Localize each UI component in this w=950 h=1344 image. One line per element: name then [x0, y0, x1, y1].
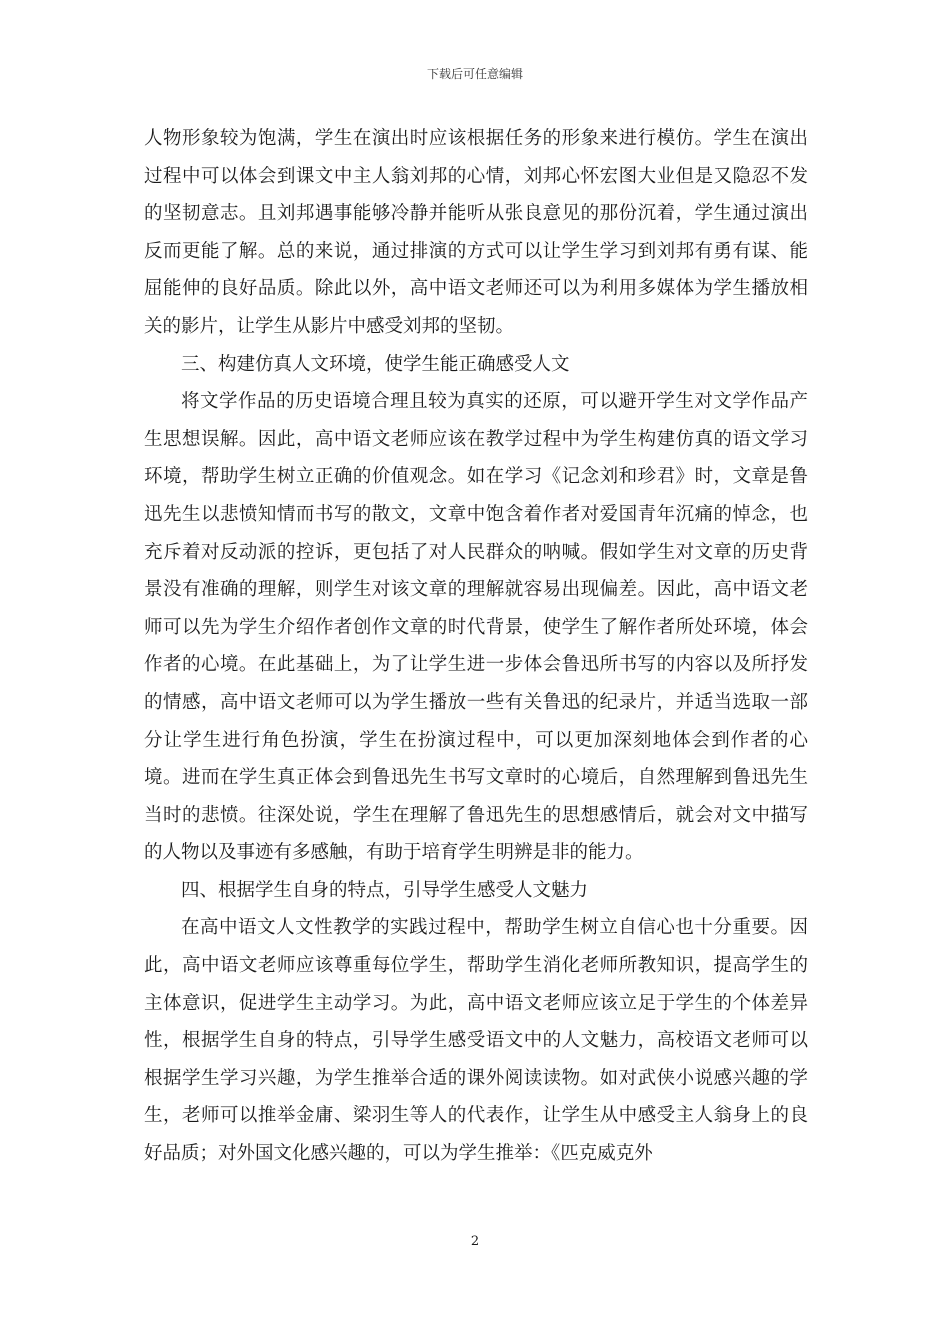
page-number: 2 [470, 1234, 480, 1249]
body-paragraph: 将文学作品的历史语境合理且较为真实的还原，可以避开学生对文学作品产生思想误解。因此，高中语文老师应该在教学过程中为学生构建仿真的语文学习环境，帮助学生树立正确的价值观念。如在学习《记念刘和珍君》时，文章是鲁迅先生以悲愤知情而书写的散文，文章中饱含着作者对爱国青年沉痛的悼念，也充斥着对反动派的控诉，更包括了对人民群众的呐喊。假如学生对文章的历史背景没有准确的理解，则学生对该文章的理解就容易出现偏差。因此，高中语文老师可以先为学生介绍作者创作文章的时代背景，使学生了解作者所处环境，体会作者的心境。在此基础上，为了让学生进一步体会鲁迅所书写的内容以及所抒发的情感，高中语文老师可以为学生播放一些有关鲁迅的纪录片，并适当选取一部分让学生进行角色扮演，学生在扮演过程中，可以更加深刻地体会到作者的心境。进而在学生真正体会到鲁迅先生书写文章时的心境后，自然理解到鲁迅先生当时的悲愤。往深处说，学生在理解了鲁迅先生的思想感情后，就会对文中描写的人物以及事迹有多感触，有助于培育学生明辨是非的能力。 [144, 391, 808, 864]
body-paragraph-continued: 人物形象较为饱满，学生在演出时应该根据任务的形象来进行模仿。学生在演出过程中可以体会到课文中主人翁刘邦的心情，刘邦心怀宏图大业但是又隐忍不发的坚韧意志。且刘邦遇事能够冷静并能听从张良意见的那份沉着，学生通过演出反而更能了解。总的来说，通过排演的方式可以让学生学习到刘邦有勇有谋、能屈能伸的良好品质。除此以外，高中语文老师还可以为利用多媒体为学生播放相关的影片，让学生从影片中感受刘邦的坚韧。 [144, 128, 808, 337]
body-paragraph: 在高中语文人文性教学的实践过程中，帮助学生树立自信心也十分重要。因此，高中语文老师应该尊重每位学生，帮助学生消化老师所教知识，提高学生的主体意识，促进学生主动学习。为此，高中语文老师应该立足于学生的个体差异性，根据学生自身的特点，引导学生感受语文中的人文魅力，高校语文老师可以根据学生学习兴趣，为学生推举合适的课外阅读读物。如对武侠小说感兴趣的学生，老师可以推举金庸、梁羽生等人的代表作，让学生从中感受主人翁身上的良好品质；对外国文化感兴趣的，可以为学生推举：《匹克威克外 [144, 917, 808, 1165]
section-heading-4: 四、根据学生自身的特点，引导学生感受人文魅力 [181, 879, 589, 901]
section-heading-3: 三、构建仿真人文环境，使学生能正确感受人文 [181, 353, 570, 375]
page-header: 下载后可任意编辑 [426, 67, 523, 81]
document-body [144, 120, 808, 1173]
